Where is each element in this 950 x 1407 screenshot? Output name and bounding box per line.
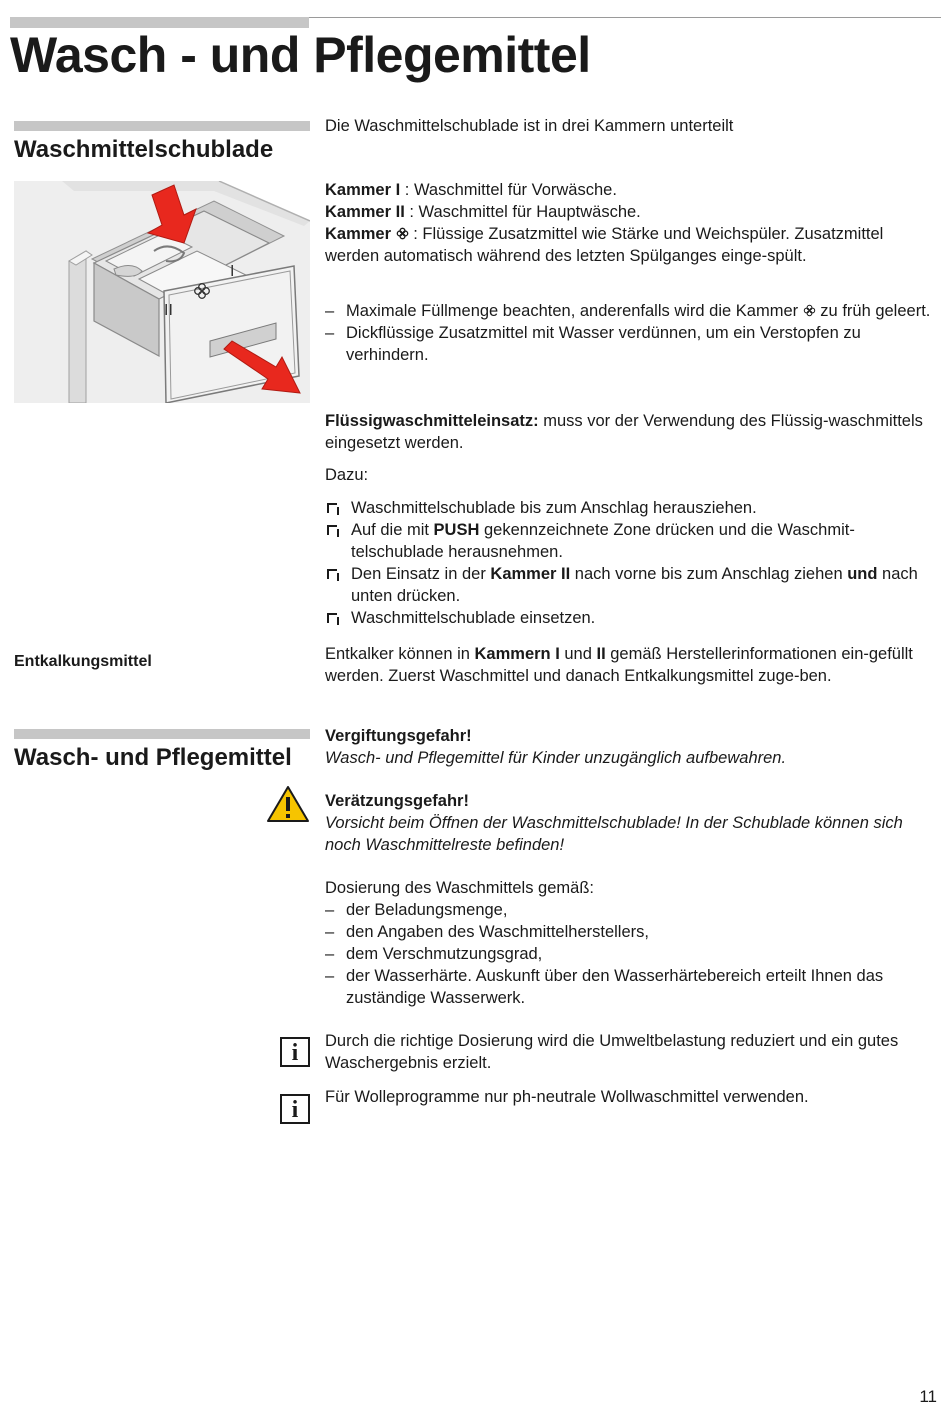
chamber-2-text: : Waschmittel für Hauptwäsche. [404, 203, 641, 221]
drawer-intro: Die Waschmittelschublade ist in drei Kammern unterteilt [325, 117, 734, 135]
info-dosage-text: Durch die richtige Dosierung wird die Umweltbelastung reduziert und ein gutes Waschergebnis erzielt. [325, 1032, 899, 1072]
notes-block [325, 300, 937, 366]
chamber-2-line [325, 201, 937, 223]
chambers-block [325, 179, 937, 267]
chamber-3-text: : Flüssige Zusatzmittel wie Stärke und Weichspüler. Zusatzmittel werden automatisch während des letzten Spülganges einge-spült. [325, 225, 884, 265]
chamber-3-label: Kammer [325, 225, 392, 243]
softener-flower-icon [396, 227, 409, 240]
list-item: Waschmittelschublade einsetzen. [325, 607, 937, 629]
list-item: – der Beladungsmenge, [325, 899, 937, 921]
info-icon: i [280, 1094, 310, 1124]
descaler-title: Entkalkungsmittel [14, 653, 152, 670]
list-item: Waschmittelschublade bis zum Anschlag herausziehen. [325, 497, 937, 519]
dazu-label: Dazu: [325, 466, 369, 484]
warning-triangle-icon [266, 785, 310, 823]
list-item: – Maximale Füllmenge beachten, anderenfalls wird die Kammer zu früh geleert. [325, 300, 937, 322]
info-wool-text: Für Wolleprogramme nur ph-neutrale Wollwaschmittel verwenden. [325, 1088, 809, 1106]
chamber-1-line [325, 179, 937, 201]
checkbox-bullet-icon [327, 569, 337, 579]
list-item: – dem Verschmutzungsgrad, [325, 943, 937, 965]
list-item: Auf die mit PUSH gekennzeichnete Zone drücken und die Waschmit-telschublade herausnehmen. [325, 519, 937, 563]
descaler-paragraph: Entkalker können in Kammern I und II gemäß Herstellerinformationen ein-gefüllt werden. Zuerst Waschmittel und danach Entkalkungsmittel zuge-ben. [325, 645, 913, 685]
section-title-waschmittelschublade: Waschmittelschublade [14, 136, 274, 163]
section-bar-waschmittelschublade [14, 121, 310, 131]
chamber-i-label: I [230, 263, 235, 280]
warning-poison-title: Vergiftungsgefahr! [325, 727, 472, 745]
checkbox-bullet-icon [327, 525, 337, 535]
warning-corrosion-text: Vorsicht beim Öffnen der Waschmittelschublade! In der Schublade können sich noch Waschmittelreste befinden! [325, 814, 903, 854]
list-item: Den Einsatz in der Kammer II nach vorne bis zum Anschlag ziehen und nach unten drücken. [325, 563, 937, 607]
detergent-drawer-illustration [14, 181, 310, 403]
liquid-insert-text: muss vor der Verwendung des Flüssig-waschmittels eingesetzt werden. [325, 412, 923, 452]
warning-poison-block [325, 725, 937, 769]
info-icon: i [280, 1037, 310, 1067]
chamber-3-line [325, 223, 937, 267]
chamber-1-text: : Waschmittel für Vorwäsche. [400, 181, 617, 199]
chamber-ii-label: II [164, 302, 173, 319]
section-bar-wasch-und-pflegemittel [14, 729, 310, 739]
checkbox-bullet-icon [327, 613, 337, 623]
softener-flower-icon [803, 304, 816, 317]
list-item: – der Wasserhärte. Auskunft über den Wasserhärtebereich erteilt Ihnen das zuständige Wasserwerk. [325, 965, 937, 1009]
list-item: – den Angaben des Waschmittelherstellers, [325, 921, 937, 943]
chamber-2-label: Kammer II [325, 203, 405, 221]
list-item: – Dickflüssige Zusatzmittel mit Wasser verdünnen, um ein Verstopfen zu verhindern. [325, 322, 937, 366]
title-rule [309, 17, 941, 18]
chamber-1-label: Kammer I [325, 181, 401, 199]
warning-corrosion-block [325, 790, 937, 856]
checkbox-bullet-icon [327, 503, 337, 513]
page-number: 11 [919, 1387, 937, 1406]
liquid-insert-label: Flüssigwaschmitteleinsatz: [325, 412, 539, 430]
warning-poison-text: Wasch- und Pflegemittel für Kinder unzugänglich aufbewahren. [325, 749, 787, 767]
steps-list [325, 497, 937, 629]
dosage-intro: Dosierung des Waschmittels gemäß: [325, 879, 594, 897]
page-title: Wasch - und Pflegemittel [10, 27, 591, 83]
dosage-block [325, 877, 937, 1009]
warning-corrosion-title: Verätzungsgefahr! [325, 792, 469, 810]
liquid-insert-paragraph [325, 410, 937, 454]
section-title-wasch-und-pflegemittel: Wasch- und Pflegemittel [14, 744, 292, 771]
